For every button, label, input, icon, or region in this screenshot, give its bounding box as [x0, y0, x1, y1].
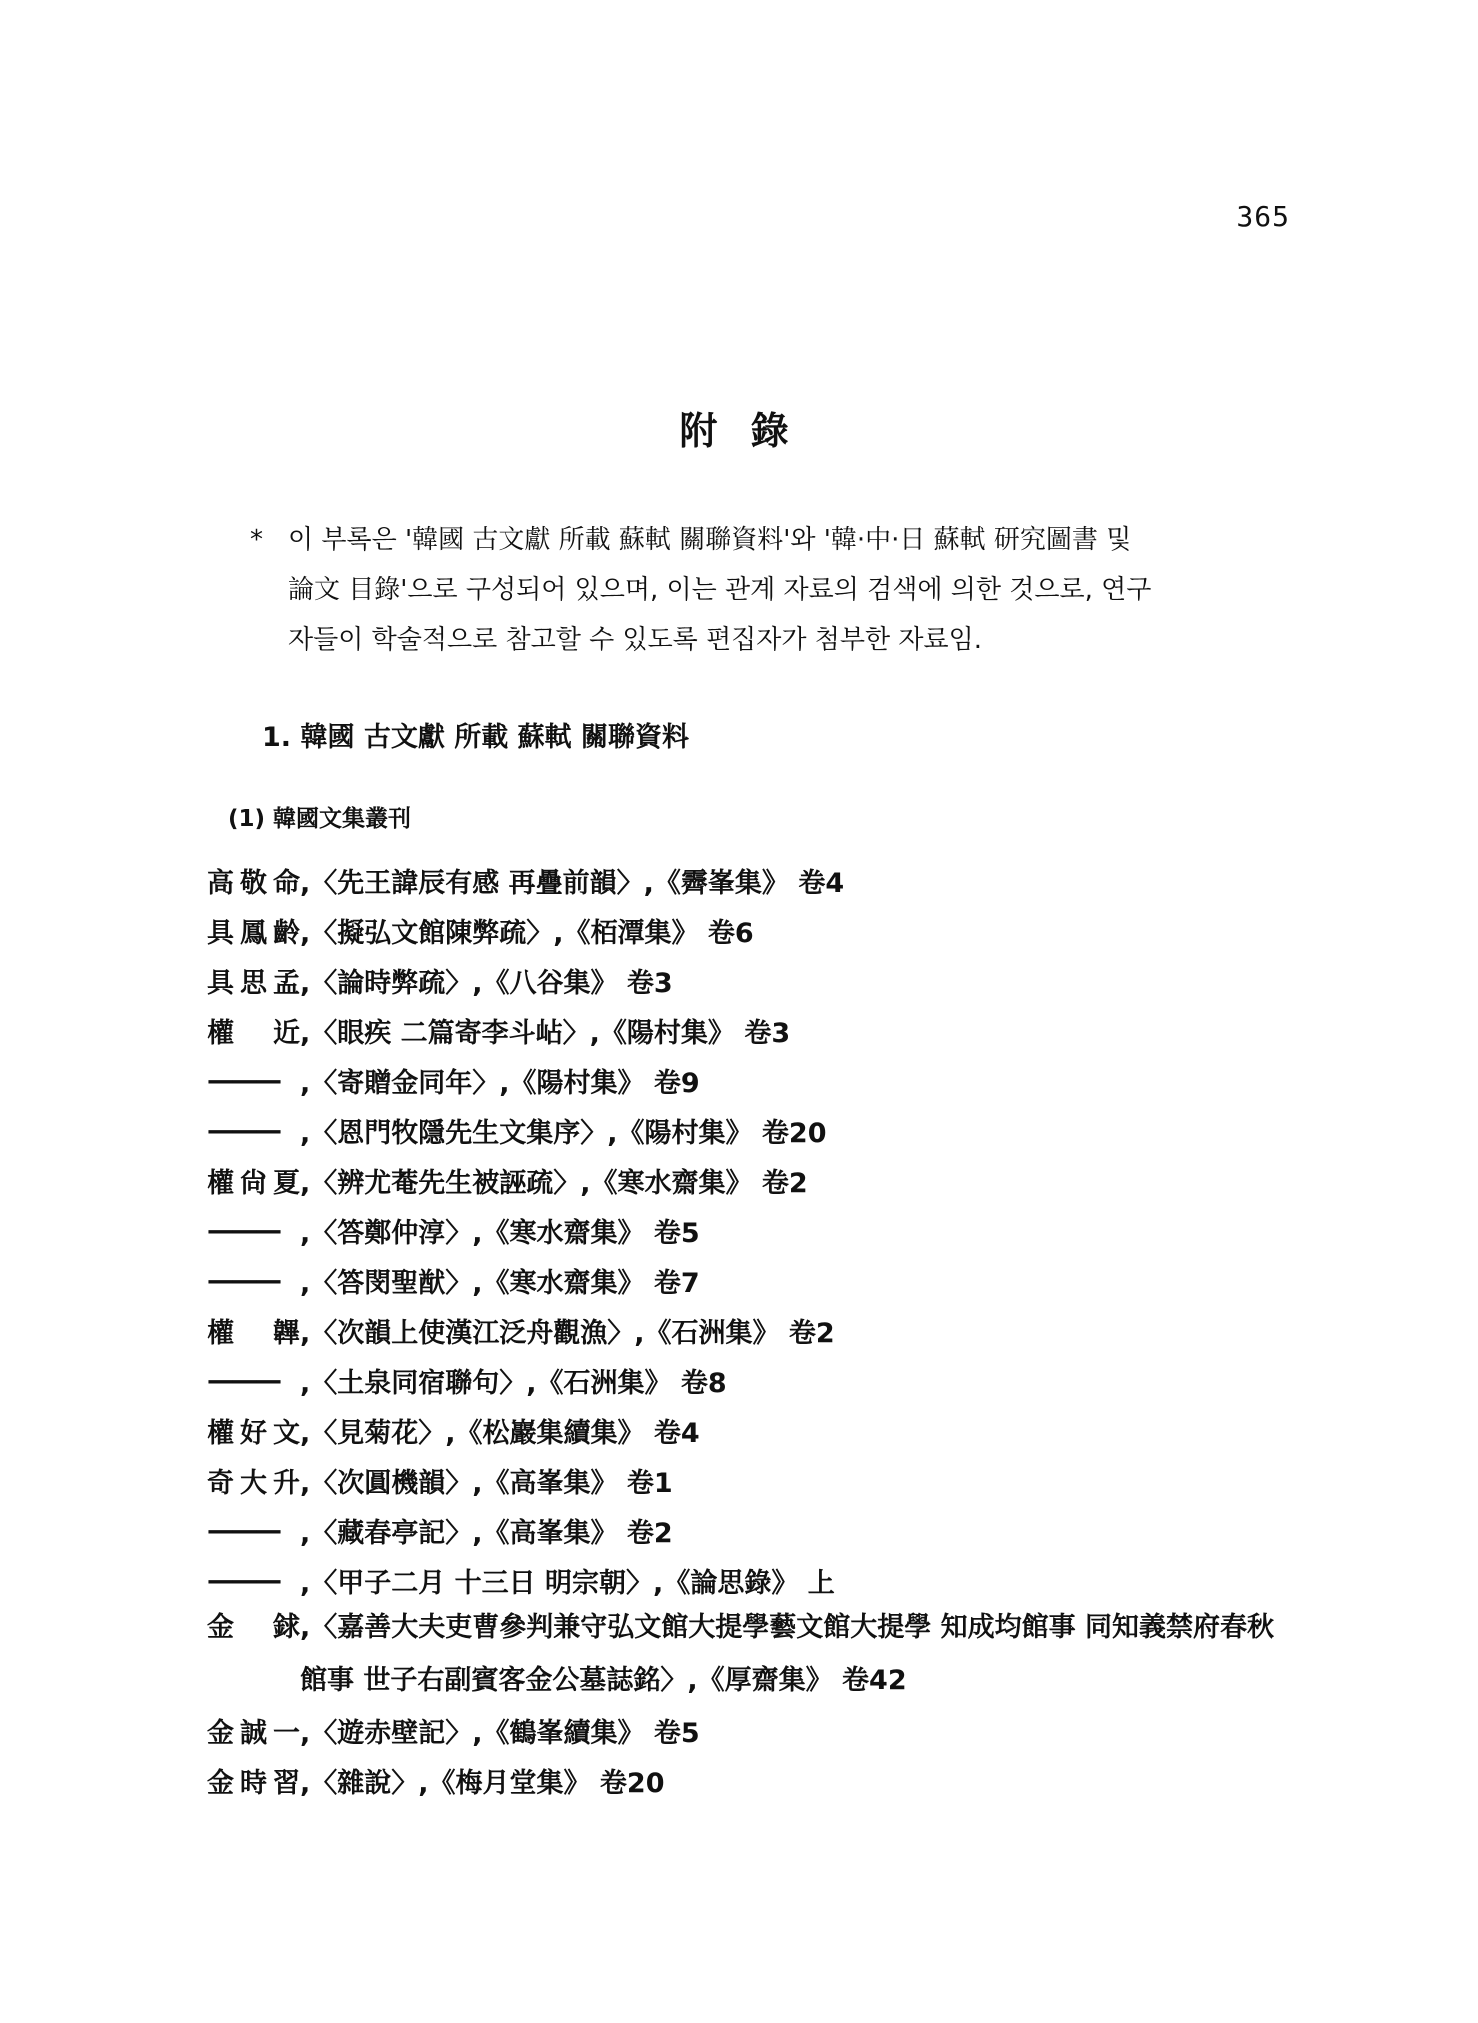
entry-text: ,〈寄贈金同年〉,《陽村集》 卷9	[300, 1067, 700, 1099]
entry-author: 權好文	[207, 1417, 300, 1449]
entry-author-ditto: ———	[207, 1264, 279, 1296]
bibliography-entry	[207, 1455, 1307, 1505]
page-title: 附 錄	[679, 409, 799, 453]
bibliography-entry	[207, 1505, 1307, 1555]
entry-text-multiline	[300, 1605, 1274, 1697]
entry-text: ,〈論時弊疏〉,《八谷集》 卷3	[300, 967, 673, 999]
entry-text-continuation: 館事 世子右副賓客金公墓誌銘〉,《厚齋集》 卷42	[300, 1665, 907, 1696]
entry-author: 權 韠	[207, 1317, 300, 1349]
entry-text: ,〈辨尤菴先生被誣疏〉,《寒水齋集》 卷2	[300, 1167, 808, 1199]
subsection-heading: (1) 韓國文集叢刊	[228, 806, 412, 832]
entry-author-ditto: ———	[207, 1564, 279, 1596]
bibliography-entry	[207, 1555, 1307, 1605]
bibliography-entry	[207, 1205, 1307, 1255]
entry-author-ditto: ———	[207, 1114, 279, 1146]
entry-author: 奇大升	[207, 1467, 300, 1499]
entry-text: ,〈遊赤壁記〉,《鶴峯續集》 卷5	[300, 1717, 700, 1749]
entry-text: ,〈恩門牧隱先生文集序〉,《陽村集》 卷20	[300, 1117, 827, 1149]
entry-text: ,〈雜說〉,《梅月堂集》 卷20	[300, 1767, 665, 1799]
entry-text: ,〈答鄭仲淳〉,《寒水齋集》 卷5	[300, 1217, 700, 1249]
appendix-note	[250, 515, 1260, 665]
bibliography-entry	[207, 1105, 1307, 1155]
entry-text: ,〈甲子二月 十三日 明宗朝〉,《論思錄》 上	[300, 1567, 835, 1599]
bibliography-entry	[207, 905, 1307, 955]
bibliography-entry	[207, 855, 1307, 905]
bibliography-entry	[207, 1005, 1307, 1055]
bibliography-entry	[207, 1755, 1307, 1805]
entry-author: 權尙夏	[207, 1167, 300, 1199]
entry-author-ditto: ———	[207, 1214, 279, 1246]
entry-text: ,〈擬弘文館陳弊疏〉,《栢潭集》 卷6	[300, 917, 754, 949]
entry-text: ,〈眼疾 二篇寄李斗岾〉,《陽村集》 卷3	[300, 1017, 791, 1049]
bibliography-entry	[207, 1055, 1307, 1105]
entry-author: 權 近	[207, 1017, 300, 1049]
note-asterisk: *	[250, 525, 263, 555]
entry-text: ,〈嘉善大夫吏曹參判兼守弘文館大提學藝文館大提學 知成均館事 同知義禁府春秋	[300, 1612, 1275, 1643]
entry-author-ditto: ———	[207, 1364, 279, 1396]
page-number: 365	[1236, 200, 1290, 233]
bibliography-entry	[207, 1705, 1307, 1755]
section-heading: 1. 韓國 古文獻 所載 蘇軾 關聯資料	[262, 722, 690, 753]
entry-author-ditto: ———	[207, 1514, 279, 1546]
note-line: 論文 目錄'으로 구성되어 있으며, 이는 관계 자료의 검색에 의한 것으로, 연구	[288, 575, 1152, 605]
entry-author: 金時習	[207, 1767, 300, 1799]
bibliography-entry	[207, 1305, 1307, 1355]
bibliography-entry	[207, 1255, 1307, 1305]
entry-text: ,〈見菊花〉,《松巖集續集》 卷4	[300, 1417, 700, 1449]
entry-author: 具思孟	[207, 967, 300, 999]
bibliography-entry	[207, 955, 1307, 1005]
entry-author: 具鳳齡	[207, 917, 300, 949]
note-line: 자들이 학술적으로 참고할 수 있도록 편집자가 첨부한 자료임.	[288, 625, 983, 655]
entry-text: ,〈次圓機韻〉,《高峯集》 卷1	[300, 1467, 673, 1499]
entry-text: ,〈藏春亭記〉,《高峯集》 卷2	[300, 1517, 673, 1549]
bibliography-entry	[207, 1405, 1307, 1455]
bibliography-list	[207, 855, 1307, 1805]
entry-text: ,〈先王諱辰有感 再疊前韻〉,《霽峯集》 卷4	[300, 867, 845, 899]
entry-text: ,〈次韻上使漢江泛舟觀漁〉,《石洲集》 卷2	[300, 1317, 835, 1349]
bibliography-entry	[207, 1355, 1307, 1405]
entry-author-ditto: ———	[207, 1064, 279, 1096]
entry-author: 高敬命	[207, 867, 300, 899]
bibliography-entry	[207, 1605, 1307, 1705]
entry-text: ,〈土泉同宿聯句〉,《石洲集》 卷8	[300, 1367, 727, 1399]
entry-author: 金 銶	[207, 1612, 300, 1643]
bibliography-entry	[207, 1155, 1307, 1205]
note-line: 이 부록은 '韓國 古文獻 所載 蘇軾 關聯資料'와 '韓·中·日 蘇軾 研究圖書 및	[288, 525, 1132, 555]
entry-text: ,〈答閔聖猷〉,《寒水齋集》 卷7	[300, 1267, 700, 1299]
entry-author: 金誠一	[207, 1717, 300, 1749]
